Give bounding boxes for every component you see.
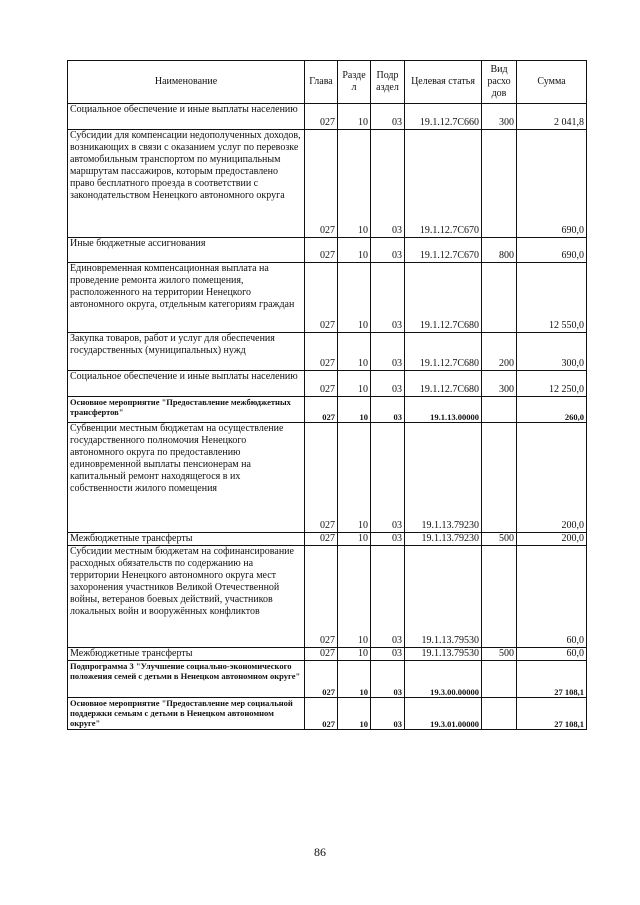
table-row (68, 130, 587, 238)
cell-subsection: 03 (371, 333, 405, 371)
cell-sum: 200,0 (517, 423, 587, 533)
cell-chapter: 027 (305, 533, 338, 546)
table-row (68, 397, 587, 423)
cell-sum: 2 041,8 (517, 104, 587, 130)
cell-name: Субсидии для компенсации недополученных доходов, возникающих в связи с оказанием услуг по перевозке автомобильным транспортом по муниципальным маршрутам пассажиров, которым предоставлено право бесплатного проезда в соответствии с законодательством Ненецкого автономного округа (68, 130, 305, 238)
cell-sum: 60,0 (517, 648, 587, 661)
cell-section: 10 (338, 698, 371, 730)
cell-name: Социальное обеспечение и иные выплаты населению (68, 104, 305, 130)
cell-sum: 12 250,0 (517, 371, 587, 397)
cell-type (482, 263, 517, 333)
cell-chapter: 027 (305, 104, 338, 130)
header-target: Целевая статья (405, 61, 482, 104)
cell-name: Подпрограмма 3 "Улучшение социально-экономического положения семей с детьми в Ненецком автономном округе" (68, 661, 305, 698)
cell-sum: 27 108,1 (517, 698, 587, 730)
cell-target: 19.1.12.7С660 (405, 104, 482, 130)
cell-type (482, 661, 517, 698)
cell-type (482, 130, 517, 238)
cell-type (482, 397, 517, 423)
cell-name: Межбюджетные трансферты (68, 533, 305, 546)
table-header-row (68, 61, 587, 104)
cell-chapter: 027 (305, 238, 338, 263)
cell-section: 10 (338, 371, 371, 397)
table-row (68, 546, 587, 648)
cell-chapter: 027 (305, 333, 338, 371)
cell-subsection: 03 (371, 533, 405, 546)
cell-subsection: 03 (371, 661, 405, 698)
cell-target: 19.1.12.7С670 (405, 238, 482, 263)
cell-type: 200 (482, 333, 517, 371)
cell-subsection: 03 (371, 130, 405, 238)
cell-chapter: 027 (305, 130, 338, 238)
cell-type (482, 423, 517, 533)
cell-section: 10 (338, 661, 371, 698)
cell-subsection: 03 (371, 423, 405, 533)
cell-type (482, 698, 517, 730)
cell-type: 300 (482, 104, 517, 130)
cell-type: 800 (482, 238, 517, 263)
cell-section: 10 (338, 104, 371, 130)
cell-chapter: 027 (305, 648, 338, 661)
cell-target: 19.1.12.7С680 (405, 333, 482, 371)
cell-target: 19.3.01.00000 (405, 698, 482, 730)
cell-subsection: 03 (371, 263, 405, 333)
cell-section: 10 (338, 263, 371, 333)
header-subsection: Подр аздел (371, 61, 405, 104)
header-name: Наименование (68, 61, 305, 104)
cell-section: 10 (338, 423, 371, 533)
header-chapter: Глава (305, 61, 338, 104)
table-row (68, 263, 587, 333)
cell-target: 19.1.12.7С670 (405, 130, 482, 238)
cell-type: 300 (482, 371, 517, 397)
cell-name: Основное мероприятие "Предоставление мер социальной поддержки семьям с детьми в Ненецком автономном округе" (68, 698, 305, 730)
cell-chapter: 027 (305, 397, 338, 423)
cell-subsection: 03 (371, 648, 405, 661)
cell-section: 10 (338, 648, 371, 661)
cell-target: 19.1.12.7С680 (405, 263, 482, 333)
cell-name: Единовременная компенсационная выплата на проведение ремонта жилого помещения, расположенного на территории Ненецкого автономного округа, отдельным категориям граждан (68, 263, 305, 333)
table-row (68, 661, 587, 698)
cell-sum: 690,0 (517, 238, 587, 263)
cell-type (482, 546, 517, 648)
cell-chapter: 027 (305, 263, 338, 333)
cell-target: 19.1.13.79230 (405, 533, 482, 546)
cell-type: 500 (482, 648, 517, 661)
cell-name: Субсидии местным бюджетам на софинансирование расходных обязательств по содержанию на территории Ненецкого автономного округа мест захоронения участников Великой Отечественной войны, ветеранов боевых действий, участников локальных войн и вооружённых конфликтов (68, 546, 305, 648)
cell-target: 19.1.13.00000 (405, 397, 482, 423)
page-number: 86 (314, 845, 326, 859)
cell-name: Основное мероприятие "Предоставление межбюджетных трансфертов" (68, 397, 305, 423)
cell-sum: 60,0 (517, 546, 587, 648)
cell-chapter: 027 (305, 698, 338, 730)
table-row (68, 698, 587, 730)
cell-name: Субвенции местным бюджетам на осуществление государственного полномочия Ненецкого автономного округа по предоставлению единовременной выплаты пенсионерам на капитальный ремонт находящегося в их собственности жилого помещения (68, 423, 305, 533)
header-sum: Сумма (517, 61, 587, 104)
cell-target: 19.1.13.79230 (405, 423, 482, 533)
cell-section: 10 (338, 238, 371, 263)
cell-chapter: 027 (305, 661, 338, 698)
cell-name: Межбюджетные трансферты (68, 648, 305, 661)
header-type: Вид расхо дов (482, 61, 517, 104)
cell-type: 500 (482, 533, 517, 546)
table-row (68, 333, 587, 371)
cell-target: 19.3.00.00000 (405, 661, 482, 698)
cell-subsection: 03 (371, 698, 405, 730)
cell-subsection: 03 (371, 238, 405, 263)
cell-target: 19.1.12.7С680 (405, 371, 482, 397)
cell-section: 10 (338, 130, 371, 238)
cell-name: Иные бюджетные ассигнования (68, 238, 305, 263)
table-row (68, 648, 587, 661)
table-row (68, 533, 587, 546)
table-row (68, 371, 587, 397)
cell-sum: 260,0 (517, 397, 587, 423)
cell-subsection: 03 (371, 397, 405, 423)
cell-section: 10 (338, 333, 371, 371)
budget-table (67, 60, 587, 730)
cell-chapter: 027 (305, 371, 338, 397)
cell-section: 10 (338, 533, 371, 546)
cell-subsection: 03 (371, 546, 405, 648)
cell-sum: 27 108,1 (517, 661, 587, 698)
cell-sum: 12 550,0 (517, 263, 587, 333)
cell-subsection: 03 (371, 371, 405, 397)
cell-name: Закупка товаров, работ и услуг для обеспечения государственных (муниципальных) нужд (68, 333, 305, 371)
table-row (68, 238, 587, 263)
cell-sum: 300,0 (517, 333, 587, 371)
cell-target: 19.1.13.79530 (405, 648, 482, 661)
cell-target: 19.1.13.79530 (405, 546, 482, 648)
cell-chapter: 027 (305, 423, 338, 533)
header-section: Разде л (338, 61, 371, 104)
cell-section: 10 (338, 397, 371, 423)
cell-section: 10 (338, 546, 371, 648)
table-row (68, 104, 587, 130)
cell-chapter: 027 (305, 546, 338, 648)
table-row (68, 423, 587, 533)
cell-name: Социальное обеспечение и иные выплаты населению (68, 371, 305, 397)
cell-sum: 690,0 (517, 130, 587, 238)
table-body (68, 104, 587, 730)
cell-subsection: 03 (371, 104, 405, 130)
cell-sum: 200,0 (517, 533, 587, 546)
